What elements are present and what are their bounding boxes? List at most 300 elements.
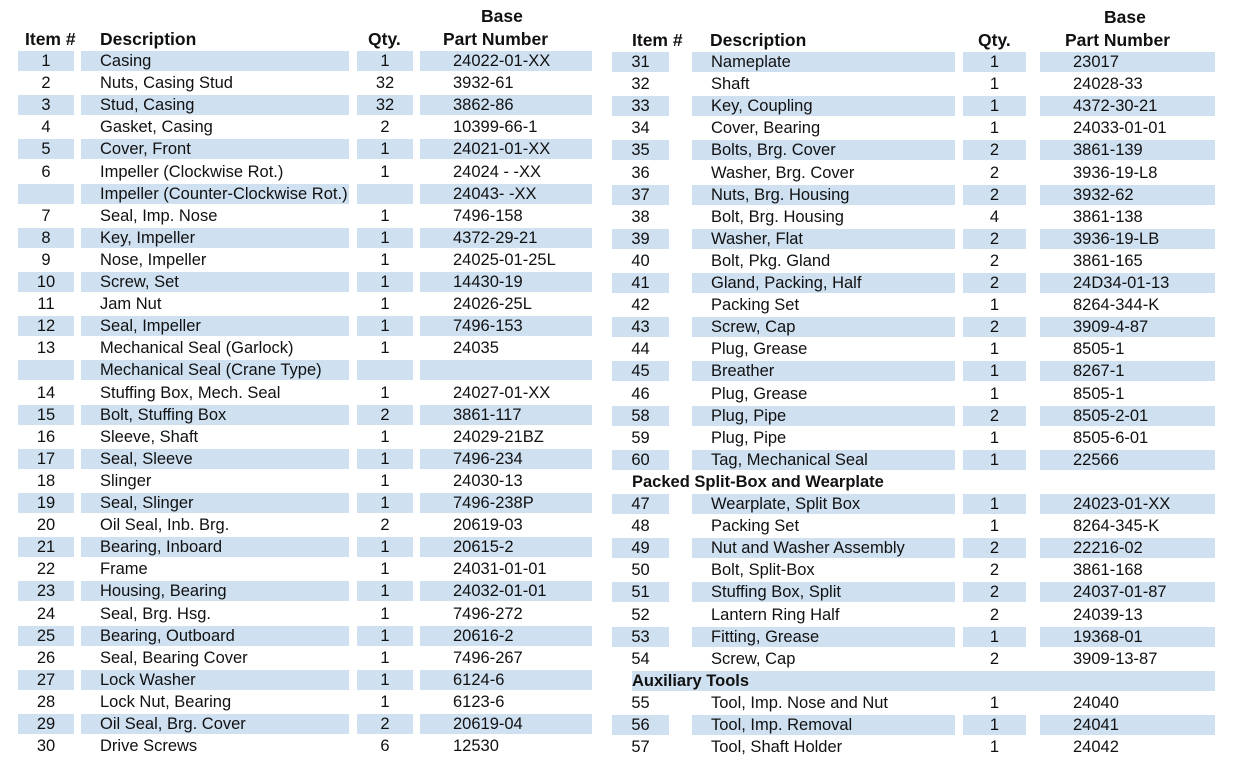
quantity-cell: 1	[380, 339, 390, 358]
item-number-cell: 38	[631, 207, 650, 226]
description-cell: Nose, Impeller	[100, 250, 207, 269]
quantity-cell: 1	[989, 693, 1000, 712]
quantity-cell: 2	[963, 185, 1026, 205]
item-number-cell: 13	[36, 339, 56, 358]
part-number-cell: 24042	[1073, 738, 1119, 757]
part-number-cell: 12530	[453, 737, 499, 756]
table-header	[612, 0, 1235, 50]
quantity-cell: 1	[963, 96, 1026, 116]
description-cell: Housing, Bearing	[81, 581, 349, 601]
part-number-cell: 10399-66-1	[453, 118, 538, 137]
item-number-cell: 23	[18, 581, 74, 601]
part-number-cell: 6124-6	[420, 670, 592, 690]
part-number-cell: 7496-158	[453, 206, 523, 225]
description-cell: Nuts, Casing Stud	[100, 74, 233, 93]
table-row	[0, 162, 600, 182]
description-cell: Oil Seal, Inb. Brg.	[100, 516, 230, 535]
table-row	[612, 163, 1235, 183]
part-number-cell: 24033-01-01	[1073, 119, 1167, 138]
item-number-cell: 58	[612, 406, 669, 426]
table-row	[612, 582, 1235, 602]
section-header	[612, 671, 1235, 691]
table-row	[612, 693, 1235, 713]
table-row	[612, 185, 1235, 205]
table-row	[612, 251, 1235, 271]
part-number-cell: 4372-29-21	[420, 228, 592, 248]
table-row	[0, 537, 600, 557]
description-cell: Nuts, Brg. Housing	[692, 185, 955, 205]
quantity-cell: 2	[380, 516, 390, 535]
header-base: Base	[1104, 7, 1146, 27]
description-cell: Stuffing Box, Split	[692, 582, 955, 602]
item-number-cell: 8	[18, 228, 74, 248]
header-item: Item #	[632, 30, 683, 50]
item-number-cell: 36	[631, 163, 650, 182]
quantity-cell: 1	[963, 494, 1026, 514]
description-cell: Plug, Grease	[711, 384, 808, 403]
table-row	[0, 648, 600, 668]
item-number-cell: 18	[36, 471, 56, 490]
item-number-cell: 2	[41, 74, 51, 93]
quantity-cell: 1	[380, 692, 390, 711]
part-number-cell: 19368-01	[1040, 627, 1215, 647]
part-number-cell: 20619-04	[420, 714, 592, 734]
description-cell: Lantern Ring Half	[711, 605, 840, 624]
description-cell: Washer, Flat	[692, 229, 955, 249]
quantity-cell: 2	[963, 140, 1026, 160]
table-row	[612, 450, 1235, 470]
part-number-cell: 4372-30-21	[1040, 96, 1215, 116]
part-number-cell: 3861-117	[420, 405, 592, 425]
item-number-cell: 42	[631, 296, 650, 315]
part-number-cell: 24030-13	[453, 471, 523, 490]
part-number-cell: 24D34-01-13	[1040, 273, 1215, 293]
table-row	[612, 737, 1235, 757]
item-number-cell: 12	[18, 316, 74, 336]
item-number-cell: 50	[631, 561, 650, 580]
quantity-cell: 2	[963, 406, 1026, 426]
table-row	[0, 736, 600, 756]
item-number-cell: 46	[631, 384, 650, 403]
quantity-cell: 1	[357, 537, 413, 557]
description-cell: Key, Coupling	[692, 96, 955, 116]
header-qty: Qty.	[368, 29, 401, 49]
table-row	[0, 714, 600, 734]
table-row	[0, 493, 600, 513]
item-number-cell: 44	[631, 340, 650, 359]
item-number-cell: 17	[18, 449, 74, 469]
item-number-cell: 19	[18, 493, 74, 513]
table-row	[0, 383, 600, 403]
part-number-cell: 3909-13-87	[1073, 649, 1158, 668]
table-row	[0, 604, 600, 624]
description-cell: Bearing, Inboard	[81, 537, 349, 557]
table-row	[612, 317, 1235, 337]
table-row	[0, 206, 600, 226]
description-cell: Mechanical Seal (Crane Type)	[81, 360, 349, 380]
description-cell: Nameplate	[692, 52, 955, 72]
part-number-cell: 24028-33	[1073, 75, 1143, 94]
item-number-cell: 33	[612, 96, 669, 116]
item-number-cell: 37	[612, 185, 669, 205]
description-cell: Lock Washer	[81, 670, 349, 690]
part-number-cell: 7496-267	[453, 648, 523, 667]
table-row	[612, 229, 1235, 249]
header-qty: Qty.	[978, 30, 1011, 50]
table-row	[0, 405, 600, 425]
description-cell: Shaft	[711, 75, 750, 94]
description-cell: Casing	[81, 51, 349, 71]
item-number-cell: 25	[18, 626, 74, 646]
item-number-cell: 5	[18, 139, 74, 159]
description-cell: Oil Seal, Brg. Cover	[81, 714, 349, 734]
table-row	[0, 250, 600, 270]
description-cell: Impeller (Clockwise Rot.)	[100, 162, 284, 181]
description-cell: Gland, Packing, Half	[692, 273, 955, 293]
table-row	[0, 272, 600, 292]
part-number-cell: 8264-345-K	[1073, 517, 1160, 536]
description-cell: Washer, Brg. Cover	[711, 163, 855, 182]
part-number-cell: 14430-19	[420, 272, 592, 292]
table-row	[0, 559, 600, 579]
header-base: Base	[481, 6, 523, 26]
table-row	[0, 449, 600, 469]
part-number-cell: 24027-01-XX	[453, 383, 551, 402]
table-row	[612, 384, 1235, 404]
quantity-cell: 1	[989, 384, 1000, 403]
quantity-cell: 6	[380, 737, 390, 756]
table-row	[612, 538, 1235, 558]
part-number-cell: 20615-2	[420, 537, 592, 557]
part-number-cell: 24031-01-01	[453, 560, 547, 579]
item-number-cell: 1	[18, 51, 74, 71]
part-number-cell	[420, 360, 592, 380]
description-cell: Nut and Washer Assembly	[692, 538, 955, 558]
table-row	[0, 294, 600, 314]
quantity-cell: 1	[380, 162, 390, 181]
quantity-cell: 1	[380, 471, 390, 490]
part-number-cell: 24037-01-87	[1040, 582, 1215, 602]
part-number-cell: 3932-62	[1040, 185, 1215, 205]
table-row	[0, 73, 600, 93]
part-number-cell: 8505-1	[1073, 340, 1125, 359]
quantity-cell: 32	[375, 74, 395, 93]
quantity-cell	[357, 184, 413, 204]
part-number-cell: 24029-21BZ	[453, 427, 544, 446]
table-row	[0, 471, 600, 491]
section-title: Packed Split-Box and Wearplate	[632, 472, 884, 491]
part-number-cell: 24021-01-XX	[420, 139, 592, 159]
part-number-cell: 3862-86	[420, 95, 592, 115]
quantity-cell: 1	[380, 604, 390, 623]
description-cell: Breather	[692, 361, 955, 381]
item-number-cell: 53	[612, 627, 669, 647]
item-number-cell: 10	[18, 272, 74, 292]
table-row	[612, 715, 1235, 735]
quantity-cell: 2	[989, 605, 1000, 624]
part-number-cell: 24039-13	[1073, 605, 1143, 624]
table-row	[0, 316, 600, 336]
quantity-cell: 1	[357, 449, 413, 469]
section-header	[612, 472, 1235, 492]
item-number-cell: 32	[631, 75, 650, 94]
quantity-cell: 4	[989, 207, 1000, 226]
quantity-cell: 1	[989, 738, 1000, 757]
item-number-cell: 31	[612, 52, 669, 72]
quantity-cell: 1	[989, 75, 1000, 94]
item-number-cell: 11	[37, 295, 55, 314]
item-number-cell: 59	[631, 428, 650, 447]
table-row	[612, 605, 1235, 625]
table-row	[612, 560, 1235, 580]
description-cell: Jam Nut	[100, 295, 162, 314]
description-cell: Impeller (Counter-Clockwise Rot.)	[81, 184, 349, 204]
quantity-cell: 2	[963, 273, 1026, 293]
quantity-cell: 1	[357, 581, 413, 601]
description-cell: Seal, Slinger	[81, 493, 349, 513]
item-number-cell: 57	[631, 738, 650, 757]
table-row	[612, 339, 1235, 359]
quantity-cell: 1	[380, 250, 390, 269]
part-number-cell: 3861-138	[1073, 207, 1143, 226]
quantity-cell: 32	[357, 95, 413, 115]
description-cell: Stud, Casing	[81, 95, 349, 115]
quantity-cell: 2	[989, 649, 1000, 668]
quantity-cell: 2	[963, 229, 1026, 249]
quantity-cell: 1	[380, 560, 390, 579]
part-number-cell: 24026-25L	[453, 295, 532, 314]
item-number-cell: 7	[41, 206, 51, 225]
quantity-cell: 1	[357, 139, 413, 159]
description-cell: Packing Set	[711, 517, 800, 536]
table-row	[612, 273, 1235, 293]
part-number-cell: 3909-4-87	[1040, 317, 1215, 337]
part-number-cell: 6123-6	[453, 692, 505, 711]
quantity-cell: 2	[357, 405, 413, 425]
table-row	[0, 51, 600, 71]
part-number-cell: 20616-2	[420, 626, 592, 646]
item-number-cell: 48	[631, 517, 650, 536]
item-number-cell: 3	[18, 95, 74, 115]
item-number-cell: 60	[612, 450, 669, 470]
table-row	[612, 494, 1235, 514]
item-number-cell: 34	[631, 119, 650, 138]
item-number-cell: 20	[36, 516, 56, 535]
quantity-cell: 1	[989, 340, 1000, 359]
item-number-cell: 26	[36, 648, 56, 667]
description-cell: Lock Nut, Bearing	[100, 692, 232, 711]
quantity-cell: 1	[357, 228, 413, 248]
item-number-cell: 28	[36, 692, 56, 711]
part-number-cell: 3932-61	[453, 74, 514, 93]
description-cell: Sleeve, Shaft	[100, 427, 199, 446]
description-cell: Tag, Mechanical Seal	[692, 450, 955, 470]
table-row	[612, 118, 1235, 138]
description-cell: Drive Screws	[100, 737, 198, 756]
quantity-cell: 1	[989, 517, 1000, 536]
item-number-cell: 24	[36, 604, 56, 623]
header-description: Description	[100, 29, 197, 49]
item-number-cell: 22	[36, 560, 56, 579]
table-row	[0, 670, 600, 690]
quantity-cell: 1	[989, 296, 1000, 315]
quantity-cell: 2	[963, 582, 1026, 602]
item-number-cell: 40	[631, 251, 650, 270]
description-cell: Mechanical Seal (Garlock)	[100, 339, 294, 358]
description-cell: Key, Impeller	[81, 228, 349, 248]
description-cell: Cover, Bearing	[711, 119, 821, 138]
description-cell: Cover, Front	[81, 139, 349, 159]
table-row	[612, 361, 1235, 381]
quantity-cell: 1	[963, 715, 1026, 735]
quantity-cell: 2	[989, 251, 1000, 270]
part-number-cell: 24025-01-25L	[453, 250, 556, 269]
description-cell: Seal, Brg. Hsg.	[100, 604, 211, 623]
description-cell: Frame	[100, 560, 148, 579]
quantity-cell: 1	[357, 272, 413, 292]
item-number-cell: 9	[41, 250, 51, 269]
quantity-cell: 1	[380, 206, 390, 225]
quantity-cell: 1	[380, 648, 390, 667]
table-row	[612, 627, 1235, 647]
table-row	[0, 184, 600, 204]
description-cell: Stuffing Box, Mech. Seal	[100, 383, 281, 402]
part-number-cell: 3861-168	[1073, 561, 1143, 580]
description-cell: Bearing, Outboard	[81, 626, 349, 646]
part-number-cell: 24035	[453, 339, 499, 358]
item-number-cell: 45	[612, 361, 669, 381]
quantity-cell: 1	[963, 627, 1026, 647]
part-number-cell: 3936-19-LB	[1040, 229, 1215, 249]
part-number-cell: 23017	[1040, 52, 1215, 72]
description-cell: Tool, Imp. Removal	[692, 715, 955, 735]
item-number-cell: 56	[612, 715, 669, 735]
table-row	[612, 52, 1235, 72]
table-row	[0, 139, 600, 159]
item-number-cell: 47	[612, 494, 669, 514]
table-row	[0, 338, 600, 358]
part-number-cell: 8505-2-01	[1040, 406, 1215, 426]
quantity-cell: 1	[380, 427, 390, 446]
item-number-cell: 29	[18, 714, 74, 734]
part-number-cell: 24040	[1073, 693, 1119, 712]
item-number-cell: 14	[36, 383, 56, 402]
description-cell: Bolt, Split-Box	[711, 561, 815, 580]
part-number-cell: 7496-272	[453, 604, 523, 623]
description-cell: Seal, Sleeve	[81, 449, 349, 469]
item-number-cell: 51	[612, 582, 669, 602]
quantity-cell: 2	[963, 538, 1026, 558]
quantity-cell: 1	[380, 295, 390, 314]
item-number-cell: 16	[36, 427, 56, 446]
quantity-cell: 1	[963, 52, 1026, 72]
part-number-cell: 24041	[1040, 715, 1215, 735]
description-cell: Seal, Bearing Cover	[100, 648, 248, 667]
table-row	[612, 96, 1235, 116]
table-row	[0, 692, 600, 712]
quantity-cell: 1	[380, 383, 390, 402]
item-number-cell: 54	[631, 649, 650, 668]
description-cell: Screw, Cap	[711, 649, 796, 668]
description-cell: Slinger	[100, 471, 152, 490]
quantity-cell: 1	[989, 428, 1000, 447]
item-number-cell: 52	[631, 605, 650, 624]
quantity-cell: 1	[357, 493, 413, 513]
part-number-cell: 22216-02	[1040, 538, 1215, 558]
header-item: Item #	[25, 29, 76, 49]
description-cell: Fitting, Grease	[692, 627, 955, 647]
table-row	[612, 516, 1235, 536]
part-number-cell: 24023-01-XX	[1040, 494, 1215, 514]
part-number-cell: 24024 - -XX	[453, 162, 542, 181]
description-cell: Bolt, Pkg. Gland	[711, 251, 831, 270]
description-cell: Seal, Imp. Nose	[100, 206, 218, 225]
quantity-cell	[357, 360, 413, 380]
header-part-number: Part Number	[1065, 30, 1171, 50]
description-cell: Tool, Shaft Holder	[711, 738, 843, 757]
description-cell: Plug, Pipe	[711, 428, 787, 447]
table-row	[0, 581, 600, 601]
item-number-cell: 43	[612, 317, 669, 337]
table-row	[0, 95, 600, 115]
description-cell: Bolt, Brg. Housing	[711, 207, 844, 226]
description-cell: Plug, Grease	[711, 340, 808, 359]
description-cell: Gasket, Casing	[100, 118, 213, 137]
item-number-cell: 30	[36, 737, 56, 756]
item-number-cell: 55	[631, 693, 650, 712]
part-number-cell: 7496-153	[420, 316, 592, 336]
table-row	[612, 649, 1235, 669]
item-number-cell: 4	[41, 118, 51, 137]
part-number-cell: 8264-344-K	[1073, 296, 1160, 315]
quantity-cell: 1	[357, 626, 413, 646]
item-number-cell: 21	[18, 537, 74, 557]
table-row	[0, 360, 600, 380]
part-number-cell: 3861-165	[1073, 251, 1143, 270]
table-row	[612, 207, 1235, 227]
description-cell: Screw, Cap	[692, 317, 955, 337]
part-number-cell: 24032-01-01	[420, 581, 592, 601]
section-title: Auxiliary Tools	[632, 671, 750, 690]
part-number-cell: 22566	[1040, 450, 1215, 470]
quantity-cell: 1	[357, 316, 413, 336]
quantity-cell: 2	[357, 714, 413, 734]
quantity-cell: 2	[380, 118, 390, 137]
part-number-cell: 20619-03	[453, 516, 523, 535]
part-number-cell: 7496-234	[420, 449, 592, 469]
table-header	[0, 0, 600, 50]
description-cell: Screw, Set	[81, 272, 349, 292]
table-row	[0, 515, 600, 535]
item-number-cell	[18, 360, 74, 380]
table-row	[612, 406, 1235, 426]
part-number-cell: 7496-238P	[420, 493, 592, 513]
description-cell: Packing Set	[711, 296, 800, 315]
quantity-cell: 1	[357, 670, 413, 690]
table-row	[0, 626, 600, 646]
part-number-cell: 24043- -XX	[420, 184, 592, 204]
table-row	[0, 228, 600, 248]
table-row	[0, 117, 600, 137]
description-cell: Bolts, Brg. Cover	[692, 140, 955, 160]
item-number-cell: 6	[41, 162, 51, 181]
table-row	[0, 427, 600, 447]
table-row	[612, 295, 1235, 315]
header-part-number: Part Number	[443, 29, 549, 49]
quantity-cell: 1	[357, 51, 413, 71]
header-description: Description	[710, 30, 807, 50]
item-number-cell: 49	[612, 538, 669, 558]
